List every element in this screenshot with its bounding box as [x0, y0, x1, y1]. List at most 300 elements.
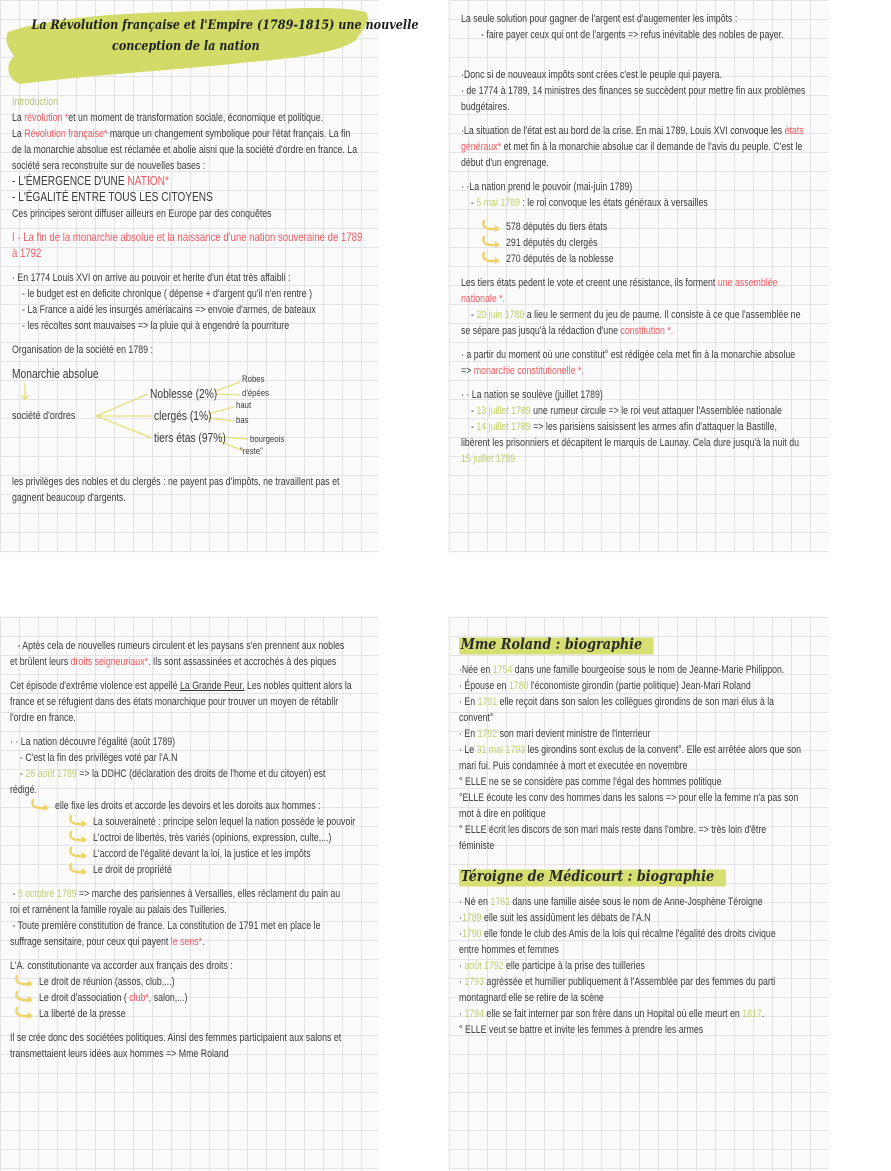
paragraph: [10, 797, 374, 813]
text-line: [10, 829, 374, 845]
text-line: [12, 269, 374, 285]
text-segment: Les tiers états pedent le vote et creent une résistance, ils forment: [461, 277, 718, 289]
text-segment: La souveraineté : principe selon lequel la nation possède le pouvoir: [93, 816, 356, 828]
text-segment: Le droit d'association (: [39, 992, 130, 1004]
curved-arrow-icon: [68, 815, 90, 827]
diagram-sub-group: bourgeois: [250, 434, 285, 445]
text-segment: · de 1774 à 1789, 14 ministres des finances se succèdent pour mettre fin aux problèmes: [461, 85, 806, 97]
text-line: [10, 917, 374, 933]
sub-connector: [208, 418, 234, 421]
text-segment: Les nobles quittent alors la: [244, 680, 352, 692]
text-segment: - L'ÉMERGENCE D'UNE: [12, 173, 128, 188]
paragraph: [461, 218, 824, 266]
text-segment: se sépare pas jusqu'à la rédaction d'une: [461, 325, 621, 337]
text-line: [12, 157, 374, 173]
text-segment: -: [10, 888, 18, 900]
text-line: [12, 205, 374, 221]
paragraph: [461, 402, 824, 434]
diagram-sub-group: d'épées: [242, 388, 270, 399]
text-line: [461, 66, 824, 82]
text-segment: elle se fait interner par son frère dans un Hopital où elle meurt en: [483, 1008, 743, 1020]
text-line: [12, 93, 374, 109]
date: 1780: [508, 680, 529, 692]
text-segment: Il se crée donc des sociétées politiques. Ainsi des femmes participaient aux salons et: [10, 1032, 342, 1044]
paragraph: [12, 473, 374, 505]
text-segment: convent°: [459, 712, 494, 724]
text-line: [10, 957, 374, 973]
text-segment: · En 1774 Louis XVI on arrive au pouvoir et herite d'un état très affaibli :: [12, 272, 291, 284]
text-segment: · En: [459, 696, 478, 708]
text-line: [461, 138, 824, 154]
text-line: [12, 125, 374, 141]
date: août 1792: [464, 960, 504, 972]
text-line: [461, 250, 824, 266]
text-line: [461, 346, 824, 362]
text-segment: · Épouse en: [459, 680, 509, 692]
text-line: [459, 725, 824, 741]
text-line: [10, 933, 374, 949]
text-segment: · Le: [459, 744, 477, 756]
text-segment: Ces principes seront diffuser ailleurs en Europe par des conquêtes: [12, 208, 272, 220]
text-line: [459, 805, 824, 821]
text-segment: mari fui. Puis condamnée à mort et executée en novembre: [459, 760, 688, 772]
text-segment: =>: [461, 365, 474, 377]
text-segment: - L'ÉGALITÉ ENTRE TOUS LES CITOYENS: [12, 189, 213, 204]
text-line: [459, 1021, 824, 1037]
key-term: le sens*: [170, 936, 203, 948]
date: 1793: [464, 976, 484, 988]
text-line: [459, 631, 824, 657]
key-term: généraux*: [461, 141, 502, 153]
text-line: [10, 797, 374, 813]
text-segment: ° ELLE ne se se considère pas comme l'égal des hommes politique: [459, 776, 722, 788]
page-content: [459, 631, 824, 1037]
date: 13 juillet 1789: [476, 405, 531, 417]
paragraph: [10, 749, 374, 781]
paragraph: [10, 733, 374, 749]
diagram-order: tiers étas (97%): [154, 431, 226, 445]
text-line: [461, 362, 824, 378]
text-segment: .: [202, 936, 205, 948]
key-term: une assemblée: [717, 277, 778, 289]
text-segment: ·: [459, 976, 465, 988]
text-line: [459, 957, 824, 973]
text-line: [459, 909, 824, 925]
curved-arrow-icon: [481, 220, 503, 232]
paragraph: [12, 341, 374, 357]
diagram-root: Monarchie absolue: [12, 367, 99, 381]
sub-connector: [216, 394, 240, 395]
notes-page-2: [449, 0, 828, 552]
paragraph: [10, 677, 374, 725]
paragraph: [461, 66, 824, 114]
paragraph: [10, 885, 374, 949]
curved-arrow-icon: [14, 1007, 36, 1019]
text-line: [459, 741, 824, 757]
text-segment: l'ordre en france.: [10, 712, 76, 724]
date: 1790: [461, 928, 482, 940]
text-line: [12, 301, 374, 317]
text-line: [459, 941, 824, 957]
text-segment: à 1792: [12, 246, 42, 260]
key-term: Révolution française*: [24, 128, 108, 140]
text-segment: - faire payer ceux qui ont de l'argents => refus inévitable des nobles de payer.: [481, 29, 784, 41]
text-segment: dans une famille aisée sous le nom de Anne-Josphène Téroigne: [509, 896, 763, 908]
text-segment: société sera reconstruite sur de nouvelles bases :: [12, 160, 206, 172]
text-line: [461, 98, 824, 114]
date: 1794: [464, 1008, 484, 1020]
text-segment: l'économiste girondin (partie politique) Jean-Mari Roland: [528, 680, 751, 692]
text-line: [12, 141, 374, 157]
text-segment: début d'un engrenage.: [461, 157, 549, 169]
text-segment: france et se réfugient dans des états monarchique pour trouver un moyen de rétablir: [10, 696, 339, 708]
paragraph: [10, 973, 374, 1021]
text-segment: et brûlent leurs: [10, 656, 71, 668]
text-segment: -: [471, 405, 477, 417]
text-segment: rédigé.: [10, 784, 37, 796]
date: 1817: [742, 1008, 762, 1020]
text-segment: - Aptès cela de nouvelles rumeurs circulent et les paysans s'en prennent aux nobles: [10, 640, 345, 652]
text-segment: 270 députés de la noblesse: [506, 253, 614, 265]
key-term: nationale *.: [461, 293, 506, 305]
paragraph: [12, 173, 374, 205]
text-line: [10, 653, 374, 669]
text-line: [12, 229, 374, 245]
document-title: [0, 0, 419, 90]
text-segment: -: [471, 421, 477, 433]
text-segment: Le droit de propriété: [93, 864, 172, 876]
text-segment: elle fonde le club des Amis de la lois qui récalme l'égalité des droits civique: [481, 928, 776, 940]
paragraph: [12, 285, 374, 333]
diagram-order: Noblesse (2%): [150, 387, 218, 401]
paragraph: [461, 26, 824, 58]
text-segment: - le budget est en deficite chronique ( dépense + d'argent qu'il n'en rentre ): [22, 288, 313, 300]
text-segment: Organisation de la société en 1789 :: [12, 344, 153, 356]
text-line: [461, 154, 824, 170]
text-segment: Téroigne de Médicourt : biographie: [460, 867, 715, 885]
curved-arrow-icon: [14, 991, 36, 1003]
text-segment: -: [471, 197, 477, 209]
text-line: [459, 789, 824, 805]
text-line: [459, 677, 824, 693]
text-segment: · Né en: [459, 896, 491, 908]
curved-arrow-icon: [68, 831, 90, 843]
text-line: [10, 845, 374, 861]
curved-arrow-icon: [68, 863, 90, 875]
text-line: [461, 402, 824, 418]
text-segment: ·: [459, 928, 462, 940]
text-segment: ·Donc si de nouveaux impôts sont crées c'est le peuple qui payera.: [461, 69, 722, 81]
text-line: [10, 733, 374, 749]
text-segment: 291 députés du clergés: [506, 237, 598, 249]
text-segment: -: [20, 768, 26, 780]
paragraph: [12, 93, 374, 109]
date: 1754: [492, 664, 513, 676]
sub-connector: [208, 407, 234, 414]
text-line: [459, 989, 824, 1005]
text-segment: marque un changement symbolique pour l'état français. La fin: [107, 128, 351, 140]
text-line: [12, 473, 374, 489]
text-segment: · a partir du moment où une constitut° est rédigée cela met fin à la monarchie absolue: [461, 349, 796, 361]
date: 1762: [490, 896, 510, 908]
date: 1792: [477, 728, 498, 740]
text-line: [10, 1045, 374, 1061]
text-segment: Introduction: [12, 96, 58, 108]
text-segment: elle fixe les droits et accorde les devoirs et les doroits aux hommes :: [55, 800, 321, 812]
text-segment: libèrent les prisonniers et décapitent le marquis de Launay. Cela dure jusqu'à la nuit du: [461, 437, 800, 449]
text-segment: => marche des parisiennes à Versailles, elles réclament du pain au: [76, 888, 341, 900]
date: 14 juillet 1789: [476, 421, 531, 433]
text-segment: ° ELLE veut se battre et invite les femmes à prendre les armes: [459, 1024, 704, 1036]
text-segment: budgétaires.: [461, 101, 510, 113]
text-line: [459, 821, 824, 837]
text-segment: L'accord de l'égalité devant la loi, la justice et les impôts: [93, 848, 311, 860]
paragraph: [12, 109, 374, 173]
text-line: [461, 10, 824, 26]
text-segment: - La France a aidé les insurgés amériacains => envoie d'armes, de bateaux: [22, 304, 316, 316]
text-line: [12, 317, 374, 333]
text-line: [459, 709, 824, 725]
text-segment: => la DDHC (déclaration des droits de l'home et du citoyen) est: [76, 768, 326, 780]
text-segment: son mari devient ministre de l'interrieur: [497, 728, 651, 740]
underlined-term: La Grande Peur.: [179, 680, 245, 692]
text-segment: La: [12, 112, 25, 124]
key-term: révolution *: [24, 112, 69, 124]
text-line: [10, 709, 374, 725]
text-line: [459, 693, 824, 709]
paragraph: [10, 1029, 374, 1061]
text-segment: roi et ramènent la famille royale au palais des Tuilleries.: [10, 904, 227, 916]
text-segment: : le roi convoque les états généraux à versailles: [519, 197, 708, 209]
text-segment: dans une famille bourgeoise sous le nom de Jeanne-Marie Philippon.: [512, 664, 785, 676]
text-line: [10, 1005, 374, 1021]
text-segment: entre hommes et femmes: [459, 944, 559, 956]
date: 1789: [461, 912, 482, 924]
text-line: [12, 189, 374, 205]
text-line: [459, 925, 824, 941]
paragraph: [12, 269, 374, 285]
diagram-sub-group: haut: [236, 400, 252, 411]
paragraph: [461, 178, 824, 194]
notes-page-4: [449, 617, 828, 1171]
text-line: [459, 973, 824, 989]
order-connector: [96, 394, 148, 416]
text-line: [10, 693, 374, 709]
text-segment: · · La nation découvre l'égalité (août 1789): [10, 736, 176, 748]
curved-arrow-icon: [481, 252, 503, 264]
date: 5 octobre 1789: [17, 888, 77, 900]
paragraph: [10, 781, 374, 797]
paragraph: [10, 957, 374, 973]
text-segment: les girondins sont exclus de la convent°. Elle est arrêtée alors que son: [525, 744, 802, 756]
text-line: [461, 122, 824, 138]
text-segment: ·: [459, 1008, 465, 1020]
text-segment: · En: [459, 728, 478, 740]
society-diagram: [12, 365, 374, 465]
text-line: [461, 218, 824, 234]
text-line: [461, 386, 824, 402]
text-line: [459, 661, 824, 677]
date: 15 juillet 1789: [461, 453, 516, 465]
text-segment: ·: [459, 960, 465, 972]
text-line: [461, 194, 824, 210]
notes-page-3: [0, 617, 378, 1171]
curved-arrow-icon: [30, 799, 52, 811]
page-content: [461, 10, 824, 466]
text-line: [461, 178, 824, 194]
text-segment: · · La nation se soulève (juillet 1789): [461, 389, 603, 401]
text-segment: I - La fin de la monarchie absolue et la naissance d'une nation souveraine de 1789: [12, 230, 363, 244]
text-segment: La liberté de la presse: [39, 1008, 126, 1020]
text-line: [10, 765, 374, 781]
text-line: [10, 885, 374, 901]
page-content: [12, 93, 374, 505]
paragraph: [10, 637, 374, 669]
notes-page-1: [0, 0, 419, 552]
section-title: [459, 863, 824, 889]
date: 5 mai 1789: [476, 197, 520, 209]
text-segment: - C'est la fin des privilèges voté par l'A.N: [20, 752, 178, 764]
text-segment: Cet épisode d'extrême violence est appellé: [10, 680, 180, 692]
paragraph: [461, 274, 824, 306]
section-title: [459, 631, 824, 657]
text-segment: La seule solution pour gagner de l'argent est d'augementer les impôts :: [461, 13, 738, 25]
key-term: club*: [129, 992, 149, 1004]
text-line: [12, 109, 374, 125]
paragraph: [461, 306, 824, 322]
text-line: [10, 901, 374, 917]
text-line: [10, 749, 374, 765]
text-line: [12, 489, 374, 505]
text-segment: L'octroi de libertés, très variés (opinions, expression, culte,...): [93, 832, 332, 844]
text-segment: => les parisiens saisissent les armes afin d'attaquer la Bastille,: [530, 421, 777, 433]
text-line: [12, 245, 374, 261]
paragraph: [461, 322, 824, 338]
title-line-2: conception de la nation: [112, 39, 260, 54]
key-term: droits seigneuriaux*: [70, 656, 148, 668]
text-segment: transmettaient leurs idées aux hommes => Mme Roland: [10, 1048, 229, 1060]
text-segment: · ·La nation prend le pouvoir (mai-juin 1789): [461, 181, 633, 193]
key-term: constitution *.: [620, 325, 674, 337]
key-term: monarchie constitutionelle *.: [473, 365, 584, 377]
page-content: [10, 637, 374, 1061]
paragraph: [10, 813, 374, 877]
text-segment: La: [12, 128, 25, 140]
text-line: [461, 274, 824, 290]
diagram-sub-group: Robes: [242, 374, 265, 385]
paragraph: [461, 386, 824, 402]
curved-arrow-icon: [68, 847, 90, 859]
text-segment: . Ils sont assassinées et accrochés à des piques: [147, 656, 337, 668]
text-segment: -: [471, 309, 477, 321]
text-line: [461, 290, 824, 306]
text-segment: a lieu le serment du jeu de paume. Il consiste à ce que l'assemblée ne: [524, 309, 801, 321]
order-connector: [96, 416, 152, 438]
text-line: [461, 26, 824, 42]
text-segment: - Toute première constitution de france. La constitution de 1791 met en place le: [10, 920, 321, 932]
text-line: [459, 863, 824, 889]
text-segment: elle suit les assidûment les débats de l'A.N: [481, 912, 651, 924]
text-line: [459, 757, 824, 773]
curved-arrow-icon: [14, 975, 36, 987]
text-segment: ·Née en: [459, 664, 493, 676]
paragraph: [461, 10, 824, 26]
text-line: [461, 450, 824, 466]
date: 1791: [477, 696, 498, 708]
text-line: [10, 637, 374, 653]
text-line: [12, 285, 374, 301]
date: 20 juin 1789: [476, 309, 525, 321]
paragraph: [461, 194, 824, 210]
date: 31 mai 1793: [476, 744, 526, 756]
curved-arrow-icon: [481, 236, 503, 248]
text-line: [461, 434, 824, 450]
diagram-sub-group: "reste": [240, 446, 263, 457]
text-line: [459, 773, 824, 789]
text-segment: ·La situation de l'état est au bord de la crise. En mai 1789, Louis XVI convoque les: [461, 125, 785, 137]
text-line: [10, 1029, 374, 1045]
text-segment: .: [761, 1008, 765, 1020]
text-segment: ·: [459, 912, 462, 924]
key-term: états: [784, 125, 804, 137]
text-segment: suffrage sensitaire, pour ceux qui payent: [10, 936, 171, 948]
text-line: [10, 973, 374, 989]
diagram-sub-group: bas: [236, 415, 249, 426]
text-line: [461, 82, 824, 98]
text-segment: féministe: [459, 840, 495, 852]
text-line: [12, 173, 374, 189]
text-segment: et un moment de transformation sociale, économique et politique.: [68, 112, 324, 124]
text-segment: gagnent beaucoup d'argents.: [12, 492, 126, 504]
text-line: [10, 989, 374, 1005]
text-segment: elle reçoit dans son salon les collègues girondins de son mari élus à la: [497, 696, 775, 708]
text-line: [461, 42, 824, 58]
diagram-society: société d'ordres: [12, 410, 76, 422]
text-line: [461, 234, 824, 250]
paragraph: [12, 205, 374, 221]
text-segment: mot à dire en politique: [459, 808, 546, 820]
paragraph: [461, 122, 824, 170]
text-segment: une rumeur circule => le roi veut attaquer l'Assemblée nationale: [530, 405, 782, 417]
paragraph: [459, 893, 824, 1037]
date: 26 août 1789: [25, 768, 77, 780]
text-line: [12, 341, 374, 357]
text-segment: elle participe à la prise des tuilleries: [503, 960, 645, 972]
text-segment: 578 députés du tiers états: [506, 221, 608, 233]
text-segment: Mme Roland : biographie: [460, 635, 643, 653]
key-term: NATION*: [127, 173, 169, 188]
text-line: [461, 306, 824, 322]
text-line: [459, 1005, 824, 1021]
text-segment: de la monarchie absolue est réclamée et abolie aisni que la société d'ordre en france. La: [12, 144, 358, 156]
text-line: [10, 781, 374, 797]
text-segment: L'A. constitutionante va accorder aux français des droits :: [10, 960, 233, 972]
text-line: [459, 837, 824, 853]
text-segment: montagnard elle se retire de la scène: [459, 992, 604, 1004]
text-line: [10, 677, 374, 693]
text-line: [461, 322, 824, 338]
text-segment: Le droit de réunion (assos, club,...): [39, 976, 175, 988]
paragraph: [459, 661, 824, 853]
text-line: [10, 861, 374, 877]
text-segment: agréssée et humilier publiquement à l'Assemblée par des femmes du parti: [483, 976, 776, 988]
text-line: [10, 813, 374, 829]
text-segment: ° ELLE écrit les discors de son mari mais reste dans l'ombre. => très loin d'être: [459, 824, 767, 836]
paragraph: [461, 346, 824, 378]
text-segment: , salon,...): [148, 992, 188, 1004]
text-segment: les privilèges des nobles et du clergés : ne payent pas d'impôts, ne travaillent pas et: [12, 476, 340, 488]
text-segment: °ELLE écoute les conv des hommes dans les salons => pour elle la femme n'a pas son: [459, 792, 799, 804]
